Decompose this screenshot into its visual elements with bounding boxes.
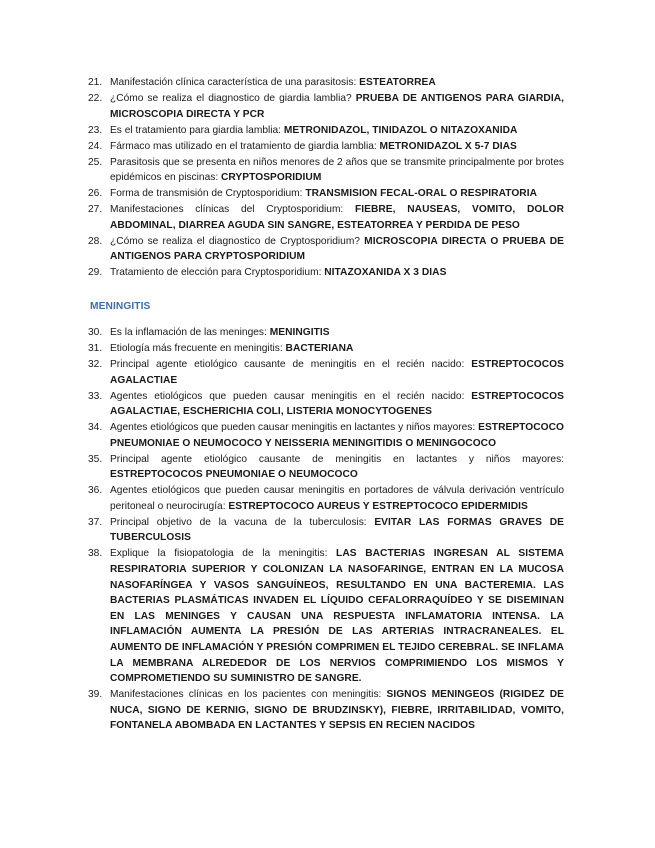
item-answer: METRONIDAZOL, TINIDAZOL O NITAZOXANIDA — [283, 124, 518, 136]
item-number: 28. — [88, 235, 103, 247]
item-answer: ESTREPTOCOCO AUREUS Y ESTREPTOCOCO EPIDERMIDIS — [228, 500, 528, 512]
item-question: Principal objetivo de la vacuna de la tuberculosis: — [110, 516, 375, 528]
item-answer: MENINGITIS — [269, 327, 330, 338]
item-number: 30. — [88, 327, 103, 338]
item-question: Agentes etiológicos que pueden causar meningitis en lactantes y niños mayores: — [110, 422, 479, 434]
item-question: Manifestaciones clínicas en los pacientes con meningitis: — [110, 689, 387, 701]
list-item — [88, 546, 564, 686]
item-number: 36. — [88, 485, 103, 497]
item-number: 31. — [88, 342, 103, 354]
item-question: Parasitosis que se presenta en niños menores de 2 años que se transmite principalmente por brotes epidémicos en piscinas: — [110, 156, 564, 184]
item-question: Tratamiento de elección para Cryptosporidium: — [110, 267, 325, 279]
list-item — [88, 265, 564, 281]
item-answer: ESTREPTOCOCO PNEUMONIAE O NEUMOCOCO Y NEISSERIA MENINGITIDIS O MENINGOCOCO — [110, 422, 564, 449]
item-number: 37. — [88, 516, 103, 528]
item-question: Fármaco mas utilizado en el tratamiento de giardia lamblia: — [110, 140, 380, 152]
item-number: 23. — [88, 124, 103, 136]
item-number: 29. — [88, 267, 103, 279]
item-question: Manifestación clínica característica de una parasitosis: — [110, 77, 360, 88]
item-answer: ESTREPTOCOCOS PNEUMONIAE O NEUMOCOCO — [110, 469, 358, 481]
list-item — [88, 123, 564, 139]
list-item — [88, 234, 564, 265]
item-answer: ESTREPTOCOCOS AGALACTIAE — [110, 358, 564, 386]
item-question: Explique la fisiopatologia de la meningitis: — [110, 548, 337, 560]
item-question: Etiología más frecuente en meningitis: — [110, 342, 286, 354]
item-answer: CRYPTOSPORIDIUM — [221, 172, 322, 184]
item-question: Manifestaciones clínicas del Cryptosporidium: — [110, 204, 355, 216]
item-answer: FIEBRE, NAUSEAS, VOMITO, DOLOR ABDOMINAL, DIARREA AGUDA SIN SANGRE, ESTEATORREA Y PERDIDA DE PESO — [110, 204, 564, 231]
list-item — [88, 325, 564, 341]
item-question: Es la inflamación de las meninges: — [110, 327, 270, 338]
item-number: 27. — [88, 204, 103, 216]
list-item — [88, 75, 564, 91]
item-answer: METRONIDAZOL X 5-7 DIAS — [379, 140, 517, 152]
list-item — [88, 420, 564, 451]
item-number: 32. — [88, 358, 103, 370]
item-question: Principal agente etiológico causante de meningitis en el recién nacido: — [110, 358, 472, 370]
item-answer: TRANSMISION FECAL-ORAL O RESPIRATORIA — [305, 188, 537, 200]
list-item — [88, 687, 564, 734]
list-item — [88, 155, 564, 186]
item-question: ¿Cómo se realiza el diagnostico de giardia lamblia? — [110, 92, 356, 104]
item-answer: ESTREPTOCOCOS AGALACTIAE, ESCHERICHIA COLI, LISTERIA MONOCYTOGENES — [110, 390, 564, 418]
item-number: 26. — [88, 188, 103, 200]
item-answer: LAS BACTERIAS INGRESAN AL SISTEMA RESPIRATORIA SUPERIOR Y COLONIZAN LA NASOFARINGE, ENTRAN EN LA MUCOSA NASOFARÍNGEA Y VASOS SANGUÍNEOS, RESULTANDO EN UNA BACTEREMIA. LAS BACTERIAS PLASMÁTICAS INVADEN EL LÍQUIDO CEFALORRAQUÍDEO Y SE DISEMINAN EN LAS MENINGES Y CAUSAN UNA RESPUESTA INFLAMATORIA INTENSA. LA INFLAMACIÓN AUMENTA LA PRESIÓN DE LAS ARTERIAS INTRACRANEALES. EL AUMENTO DE INFLAMACIÓN Y PRESIÓN COMPRIMEN EL TEJIDO CEREBRAL. SE INFLAMA LA MEMBRANA ALREDEDOR DE LOS NERVIOS COMPRIMIENDO LOS MISMOS Y COMPROMETIENDO SU SUMINISTRO DE SANGRE. — [110, 548, 564, 685]
item-number: 24. — [88, 140, 103, 152]
list-item — [88, 515, 564, 546]
item-question: Agentes etiológicos que pueden causar meningitis en portadores de válvula derivación ventrículo peritoneal o neurocirugía: — [110, 485, 564, 512]
list-item — [88, 341, 564, 357]
item-number: 35. — [88, 453, 103, 465]
item-question: Es el tratamiento para giardia lamblia: — [110, 124, 284, 136]
item-answer: PRUEBA DE ANTIGENOS PARA GIARDIA, MICROSCOPIA DIRECTA Y PCR — [110, 92, 564, 120]
list-item — [88, 186, 564, 202]
item-number: 33. — [88, 390, 103, 402]
item-question: Agentes etiológicos que pueden causar meningitis en el recién nacido: — [110, 390, 472, 402]
question-list-meningitis — [88, 325, 564, 734]
list-item — [88, 91, 564, 122]
item-number: 39. — [88, 689, 103, 701]
list-item — [88, 357, 564, 388]
item-number: 22. — [88, 92, 103, 104]
item-question: ¿Cómo se realiza el diagnostico de Cryptosporidium? — [110, 235, 365, 247]
item-answer: BACTERIANA — [285, 342, 354, 354]
item-answer: MICROSCOPIA DIRECTA O PRUEBA DE ANTIGENOS PARA CRYPTOSPORIDIUM — [110, 235, 564, 263]
item-answer: SIGNOS MENINGEOS (RIGIDEZ DE NUCA, SIGNO DE KERNIG, SIGNO DE BRUDZINSKY), FIEBRE, IRRITABILIDAD, VOMITO, FONTANELA ABOMBADA EN LACTANTES Y SEPSIS EN RECIEN NACIDOS — [110, 689, 564, 732]
list-item — [88, 202, 564, 233]
item-question: Forma de transmisión de Cryptosporidium: — [110, 188, 306, 200]
list-item — [88, 139, 564, 155]
item-number: 38. — [88, 548, 103, 560]
question-list-parasitosis — [88, 75, 564, 281]
item-number: 25. — [88, 156, 103, 168]
list-item — [88, 389, 564, 420]
item-number: 34. — [88, 422, 103, 434]
item-answer: NITAZOXANIDA X 3 DIAS — [324, 267, 447, 279]
item-question: Principal agente etiológico causante de meningitis en lactantes y niños mayores: — [110, 453, 564, 465]
item-answer: ESTEATORREA — [359, 77, 436, 88]
section-heading-meningitis: MENINGITIS — [90, 301, 151, 312]
item-number: 21. — [88, 77, 103, 88]
list-item — [88, 483, 564, 514]
list-item — [88, 452, 564, 483]
item-answer: EVITAR LAS FORMAS GRAVES DE TUBERCULOSIS — [110, 516, 564, 544]
